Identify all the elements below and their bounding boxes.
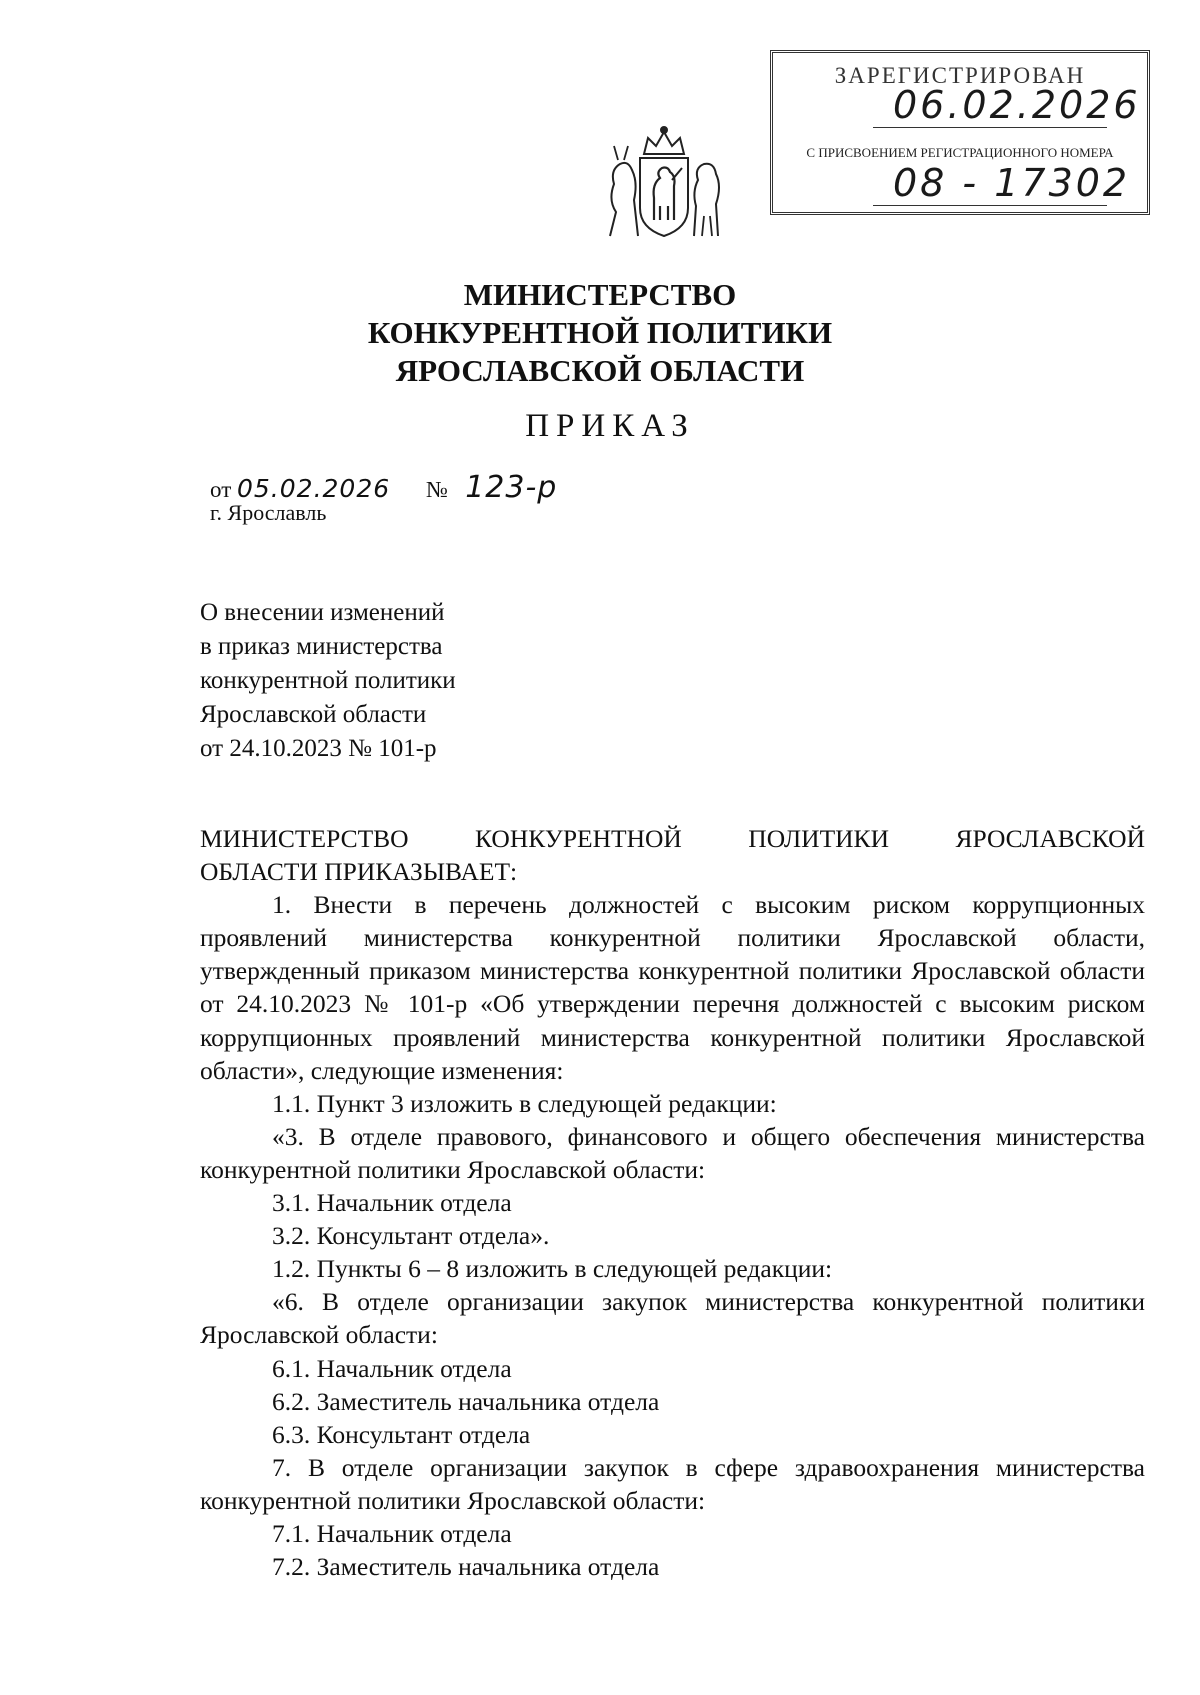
date-prefix: от: [210, 477, 232, 502]
stamp-number: 08 - 17302: [893, 161, 1131, 205]
paragraph-7: 7. В отделе организации закупок в сфере здравоохранения министерства конкурентной политики Ярославской области:: [200, 1452, 1145, 1515]
order-body: [200, 822, 1145, 1583]
paragraph-3-1: 3.1. Начальник отдела: [272, 1188, 512, 1218]
preamble: МИНИСТЕРСТВО КОНКУРЕНТНОЙ ПОЛИТИКИ ЯРОСЛАВСКОЙ: [200, 824, 1145, 853]
ministry-line: КОНКУРЕНТНОЙ ПОЛИТИКИ: [367, 315, 833, 350]
order-date: [210, 474, 390, 503]
subject-line: Ярославской области: [200, 701, 427, 728]
preamble: ОБЛАСТИ ПРИКАЗЫВАЕТ:: [200, 857, 518, 887]
order-subject: [200, 596, 456, 766]
paragraph-6-2: 6.2. Заместитель начальника отдела: [272, 1386, 660, 1416]
document-type: ПРИКАЗ: [525, 408, 695, 444]
registration-stamp: [770, 50, 1150, 215]
number-prefix: №: [426, 477, 448, 502]
number-value: 123-р: [465, 470, 558, 505]
subject-line: в приказ министерства: [200, 633, 443, 660]
paragraph-7-2: 7.2. Заместитель начальника отдела: [272, 1552, 660, 1582]
ministry-name: [300, 276, 900, 390]
order-number: [426, 470, 557, 505]
subject-line: конкурентной политики: [200, 667, 456, 694]
stamp-divider: [873, 205, 1107, 206]
stamp-divider: [873, 127, 1107, 128]
paragraph-1-1: 1.1. Пункт 3 изложить в следующей редакции:: [272, 1088, 777, 1118]
city: г. Ярославль: [210, 500, 327, 525]
ministry-line: ЯРОСЛАВСКОЙ ОБЛАСТИ: [395, 353, 805, 388]
stamp-title: ЗАРЕГИСТРИРОВАН: [834, 63, 1086, 88]
ministry-line: МИНИСТЕРСТВО: [463, 277, 737, 312]
stamp-caption: С ПРИСВОЕНИЕМ РЕГИСТРАЦИОННОГО НОМЕРА: [806, 145, 1114, 160]
paragraph-3-2: 3.2. Консультант отдела».: [272, 1221, 550, 1251]
date-value: 05.02.2026: [237, 474, 391, 503]
paragraph-7-1: 7.1. Начальник отдела: [272, 1518, 512, 1548]
paragraph-6: «6. В отделе организации закупок министерства конкурентной политики Ярославской области:: [200, 1287, 1145, 1350]
coat-of-arms-icon: [598, 120, 730, 242]
stamp-date: 06.02.2026: [893, 83, 1141, 127]
paragraph-3: «3. В отделе правового, финансового и общего обеспечения министерства конкурентной политики Ярославской области:: [200, 1121, 1145, 1184]
paragraph-1-2: 1.2. Пункты 6 – 8 изложить в следующей редакции:: [272, 1254, 833, 1284]
paragraph-1: 1. Внести в перечень должностей с высоким риском коррупционных проявлений министерства конкурентной политики Ярославской области, утвержденный приказом министерства конкурентной политики Ярославской области от 24.10.2023 № 101-р «Об утверждении перечня должностей с высоким риском коррупционных проявлений министерства конкурентной политики Ярославской области», следующие изменения:: [200, 890, 1145, 1085]
paragraph-6-3: 6.3. Консультант отдела: [272, 1419, 531, 1449]
paragraph-6-1: 6.1. Начальник отдела: [272, 1353, 512, 1383]
subject-line: О внесении изменений: [200, 599, 445, 626]
subject-line: от 24.10.2023 № 101-р: [200, 735, 437, 762]
